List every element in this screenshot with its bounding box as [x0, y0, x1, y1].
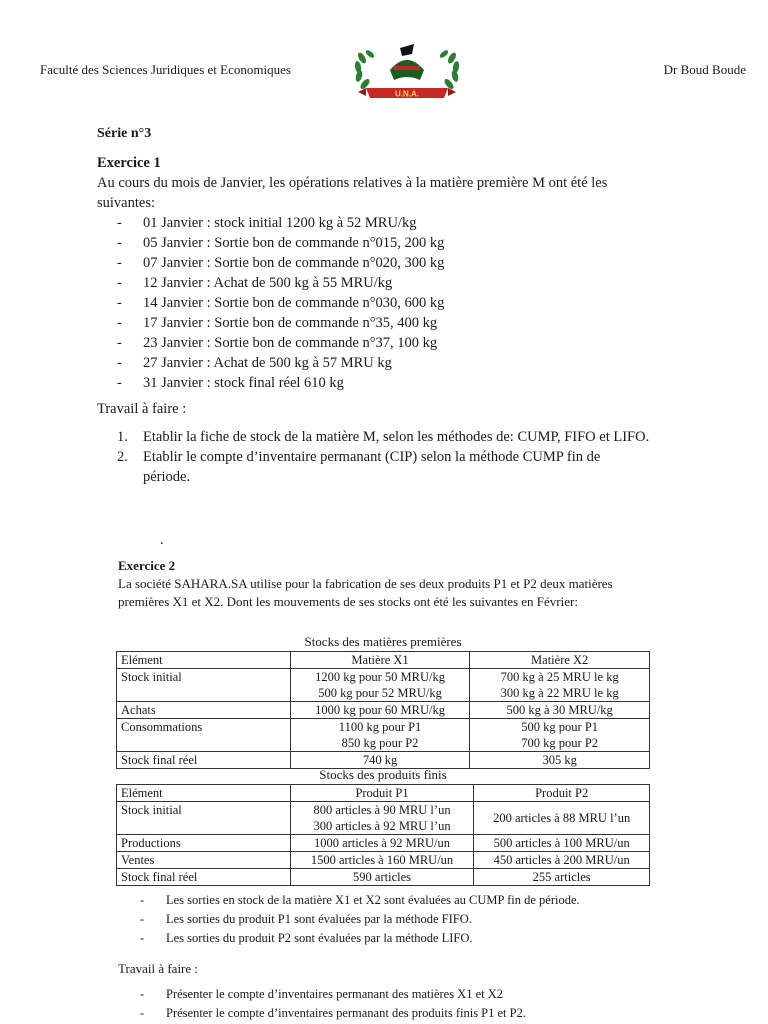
- list-item: - Présenter le compte d’inventaires permanant des matières X1 et X2: [140, 985, 700, 1004]
- table-cell: 450 articles à 200 MRU/un: [474, 852, 650, 869]
- list-item: - Les sorties du produit P2 sont évaluées par la méthode LIFO.: [140, 929, 700, 948]
- table-caption: Stocks des matières premières: [304, 634, 462, 649]
- exercise-2-intro: La société SAHARA.SA utilise pour la fabrication de ses deux produits P1 et P2 deux matières premières X1 et X2. Dont les mouvements de ses stocks ont été les suivantes en Février:: [118, 576, 613, 609]
- table-header: Matière X2: [470, 652, 650, 669]
- table-cell: 200 articles à 88 MRU l’un: [474, 802, 650, 835]
- table-cell: 1100 kg pour P1 850 kg pour P2: [290, 719, 470, 752]
- table-cell: 500 articles à 100 MRU/un: [474, 835, 650, 852]
- table-header: Elément: [117, 652, 291, 669]
- exercise-2-title: Exercice 2: [118, 558, 176, 573]
- table-row: [117, 869, 650, 886]
- table-cell: 1200 kg pour 50 MRU/kg 500 kg pour 52 MRU/kg: [290, 669, 470, 702]
- table-header: Produit P2: [474, 785, 650, 802]
- table-row: [117, 802, 650, 835]
- tasks-list-1: [117, 427, 677, 487]
- table-cell: Stock final réel: [117, 752, 291, 769]
- university-logo: [348, 40, 466, 104]
- table-cell: 590 articles: [290, 869, 474, 886]
- table-cell: Stock initial: [117, 669, 291, 702]
- raw-materials-section: [116, 633, 650, 769]
- table-row: [117, 835, 650, 852]
- serie-title: Série n°3: [97, 126, 152, 141]
- raw-materials-table: [116, 651, 650, 769]
- table-cell: 305 kg: [470, 752, 650, 769]
- work-label-1: Travail à faire :: [97, 401, 187, 417]
- table-cell: 740 kg: [290, 752, 470, 769]
- table-header-row: [117, 652, 650, 669]
- list-item: 2. Etablir le compte d’inventaire permanant (CIP) selon la méthode CUMP fin de période.: [117, 449, 601, 485]
- list-item: - 12 Janvier : Achat de 500 kg à 55 MRU/kg: [117, 273, 697, 293]
- table-caption: Stocks des produits finis: [319, 767, 447, 782]
- list-item: - 23 Janvier : Sortie bon de commande n°37, 100 kg: [117, 333, 697, 353]
- table-header: Elément: [117, 785, 291, 802]
- list-item: - 05 Janvier : Sortie bon de commande n°015, 200 kg: [117, 233, 697, 253]
- notes-list: [140, 891, 700, 948]
- table-cell: 1500 articles à 160 MRU/un: [290, 852, 474, 869]
- list-item: - 07 Janvier : Sortie bon de commande n°020, 300 kg: [117, 253, 697, 273]
- faculty-name: Faculté des Sciences Juridiques et Economiques: [40, 62, 291, 77]
- list-item: - Les sorties du produit P1 sont évaluées par la méthode FIFO.: [140, 910, 700, 929]
- operations-list: [117, 213, 697, 393]
- list-item: 1. Etablir la fiche de stock de la matière M, selon les méthodes de: CUMP, FIFO et LIFO.: [117, 429, 650, 445]
- exercise-1: [97, 153, 697, 487]
- table-header-row: [117, 785, 650, 802]
- list-item: - Présenter le compte d’inventaires permanant des produits finis P1 et P2.: [140, 1004, 700, 1023]
- table-cell: 500 kg pour P1 700 kg pour P2: [470, 719, 650, 752]
- list-item: - Les sorties en stock de la matière X1 et X2 sont évaluées au CUMP fin de période.: [140, 891, 700, 910]
- dot-mark: .: [160, 532, 164, 548]
- table-cell: 700 kg à 25 MRU le kg 300 kg à 22 MRU le kg: [470, 669, 650, 702]
- table-cell: 1000 kg pour 60 MRU/kg: [290, 702, 470, 719]
- table-cell: Productions: [117, 835, 291, 852]
- table-row: [117, 702, 650, 719]
- exercise-2: [118, 557, 658, 611]
- table-row: [117, 669, 650, 702]
- table-row: [117, 719, 650, 752]
- table-cell: Stock final réel: [117, 869, 291, 886]
- list-item: - 31 Janvier : stock final réel 610 kg: [117, 373, 697, 393]
- author-name: Dr Boud Boude: [663, 62, 746, 77]
- exercise-1-intro: Au cours du mois de Janvier, les opérations relatives à la matière première M ont été les suivantes:: [97, 175, 608, 211]
- table-cell: Achats: [117, 702, 291, 719]
- table-row: [117, 852, 650, 869]
- table-header: Matière X1: [290, 652, 470, 669]
- tasks-list-2: [140, 985, 700, 1023]
- work-label-2: Travail à faire :: [118, 961, 199, 976]
- exercise-1-title: Exercice 1: [97, 155, 161, 171]
- table-cell: Ventes: [117, 852, 291, 869]
- table-cell: Stock initial: [117, 802, 291, 835]
- table-cell: 1000 articles à 92 MRU/un: [290, 835, 474, 852]
- list-item: - 14 Janvier : Sortie bon de commande n°030, 600 kg: [117, 293, 697, 313]
- finished-products-section: [116, 766, 650, 886]
- list-item: - 17 Janvier : Sortie bon de commande n°35, 400 kg: [117, 313, 697, 333]
- table-cell: 500 kg à 30 MRU/kg: [470, 702, 650, 719]
- list-item: - 27 Janvier : Achat de 500 kg à 57 MRU kg: [117, 353, 697, 373]
- table-cell: 255 articles: [474, 869, 650, 886]
- list-item: - 01 Janvier : stock initial 1200 kg à 52 MRU/kg: [117, 213, 697, 233]
- table-header: Produit P1: [290, 785, 474, 802]
- table-cell: Consommations: [117, 719, 291, 752]
- logo-text: U.N.A.: [395, 89, 419, 99]
- finished-products-table: [116, 784, 650, 886]
- table-cell: 800 articles à 90 MRU l’un 300 articles à 92 MRU l’un: [290, 802, 474, 835]
